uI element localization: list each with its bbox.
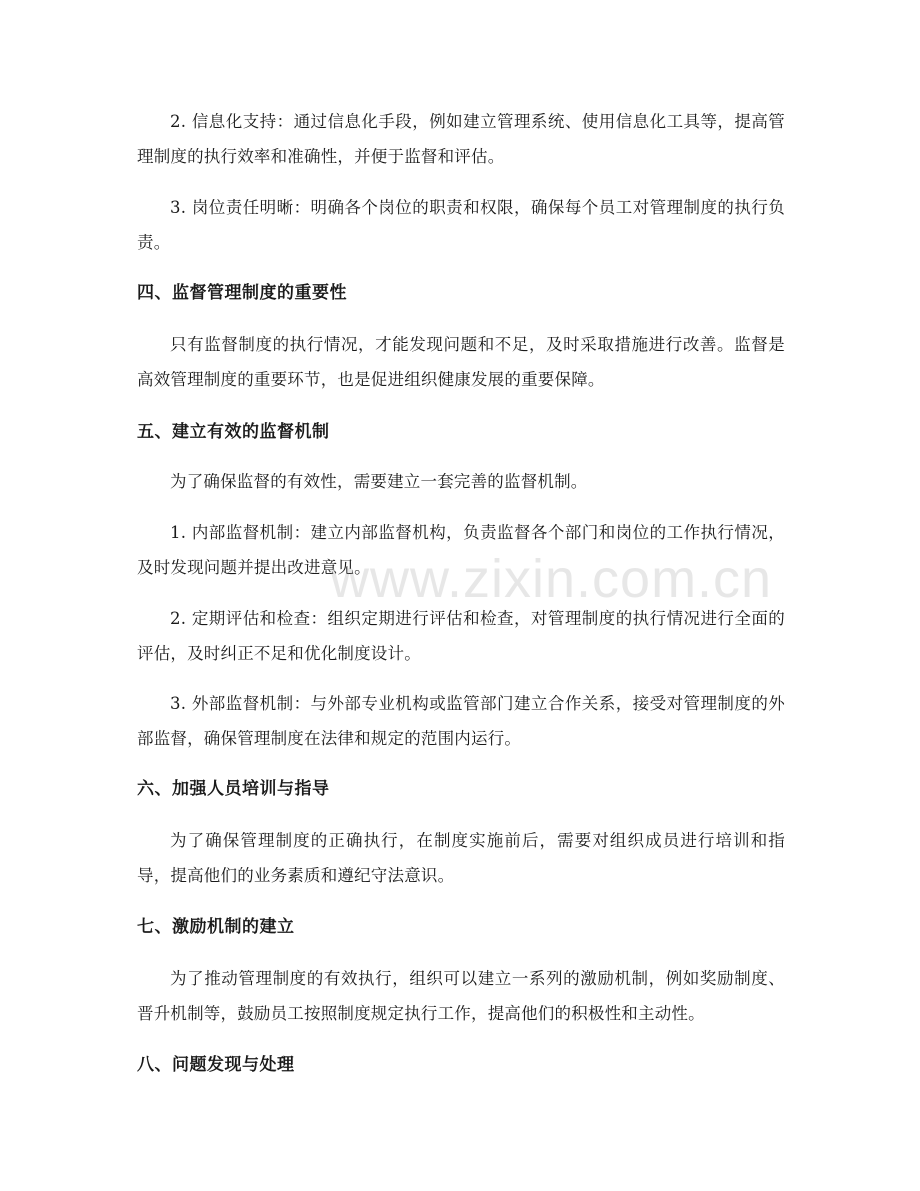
heading-text: 七、激励机制的建立 — [137, 917, 295, 937]
watermark-text: www.zixin.com.cn — [330, 549, 773, 609]
section-heading-5 — [137, 417, 785, 447]
paragraph-text: 为了确保管理制度的正确执行，在制度实施前后，需要对组织成员进行培训和指导，提高他们的业务素质和遵纪守法意识。 — [137, 831, 785, 885]
section-heading-8 — [137, 1050, 785, 1080]
paragraph-periodic-review — [137, 601, 785, 671]
heading-text: 六、加强人员培训与指导 — [137, 779, 330, 799]
paragraph-text: 3. 岗位责任明晰：明确各个岗位的职责和权限，确保每个员工对管理制度的执行负责。 — [137, 198, 785, 252]
paragraph-informatization — [137, 104, 785, 174]
paragraph-internal-supervision — [137, 515, 785, 585]
paragraph-text: 只有监督制度的执行情况，才能发现问题和不足，及时采取措施进行改善。监督是高效管理制度的重要环节，也是促进组织健康发展的重要保障。 — [137, 335, 785, 389]
paragraph-text: 2. 信息化支持：通过信息化手段，例如建立管理系统、使用信息化工具等，提高管理制度的执行效率和准确性，并便于监督和评估。 — [137, 112, 785, 166]
paragraph-responsibility — [137, 190, 785, 260]
heading-text: 五、建立有效的监督机制 — [137, 422, 330, 442]
paragraph-text: 2. 定期评估和检查：组织定期进行评估和检查，对管理制度的执行情况进行全面的评估，及时纠正不足和优化制度设计。 — [137, 609, 785, 663]
paragraph-text: 3. 外部监督机制：与外部专业机构或监管部门建立合作关系，接受对管理制度的外部监督，确保管理制度在法律和规定的范围内运行。 — [137, 694, 785, 748]
section-heading-4 — [137, 278, 785, 308]
paragraph-incentive — [137, 961, 785, 1031]
paragraph-training — [137, 823, 785, 893]
section-heading-6 — [137, 774, 785, 804]
paragraph-text: 1. 内部监督机制：建立内部监督机构，负责监督各个部门和岗位的工作执行情况，及时发现问题并提出改进意见。 — [137, 523, 785, 577]
paragraph-text: 为了确保监督的有效性，需要建立一套完善的监督机制。 — [170, 472, 588, 491]
section-heading-7 — [137, 912, 785, 942]
paragraph-supervision-importance — [137, 327, 785, 397]
paragraph-supervision-intro — [137, 464, 785, 499]
paragraph-external-supervision — [137, 686, 785, 756]
heading-text: 八、问题发现与处理 — [137, 1055, 295, 1075]
paragraph-text: 为了推动管理制度的有效执行，组织可以建立一系列的激励机制，例如奖励制度、晋升机制等，鼓励员工按照制度规定执行工作，提高他们的积极性和主动性。 — [137, 969, 785, 1023]
heading-text: 四、监督管理制度的重要性 — [137, 283, 347, 303]
